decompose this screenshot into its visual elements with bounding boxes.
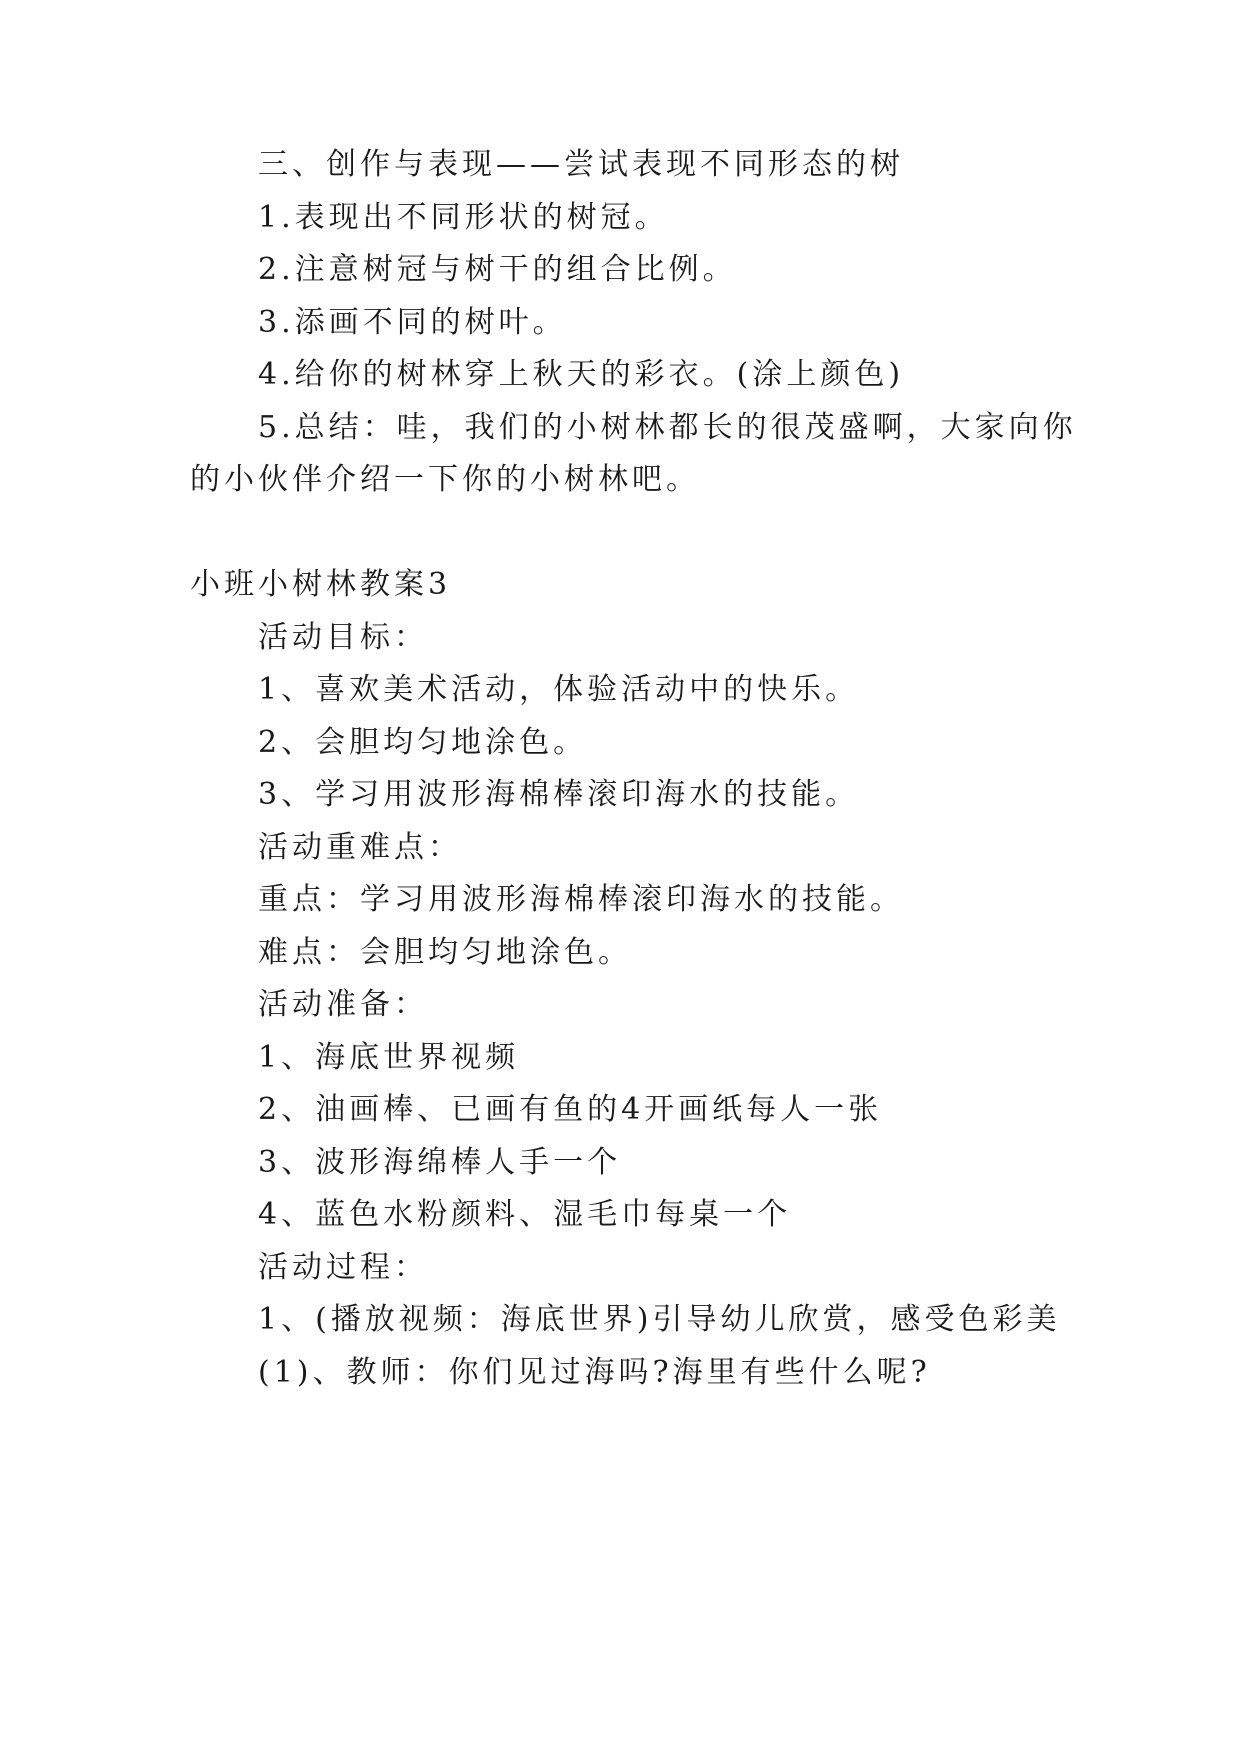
list-item: 1、喜欢美术活动，体验活动中的快乐。 [258,672,860,707]
prep-heading: 活动准备： [258,987,428,1022]
list-item: 1、(播放视频：海底世界)引导幼儿欣赏，感受色彩美 [258,1302,1061,1337]
list-item: 5.总结：哇，我们的小树林都长的很茂盛啊，大家向你 [258,410,1077,445]
paragraph-continuation: 的小伙伴介绍一下你的小树林吧。 [190,462,700,497]
section-heading-creation: 三、创作与表现——尝试表现不同形态的树 [258,147,904,182]
list-item: 3、波形海绵棒人手一个 [258,1145,622,1180]
list-item: 2、会胆均匀地涂色。 [258,725,588,760]
process-heading: 活动过程： [258,1250,428,1285]
lesson-title: 小班小树林教案3 [190,567,452,602]
list-item: 2.注意树冠与树干的组合比例。 [258,252,737,287]
key-point: 重点：学习用波形海棉棒滚印海水的技能。 [258,882,904,917]
difficulty-heading: 活动重难点： [258,830,462,865]
goals-heading: 活动目标： [258,620,428,655]
list-item: 2、油画棒、已画有鱼的4开画纸每人一张 [258,1092,883,1127]
list-item: 4.给你的树林穿上秋天的彩衣。(涂上颜色) [258,357,905,392]
list-item: 4、蓝色水粉颜料、湿毛巾每桌一个 [258,1197,792,1232]
list-item: 1、海底世界视频 [258,1040,520,1075]
list-item: 3.添画不同的树叶。 [258,305,567,340]
list-item: 1.表现出不同形状的树冠。 [258,200,669,235]
list-item: 3、学习用波形海棉棒滚印海水的技能。 [258,777,860,812]
difficult-point: 难点：会胆均匀地涂色。 [258,935,632,970]
list-item: (1)、教师：你们见过海吗?海里有些什么呢? [258,1355,931,1390]
